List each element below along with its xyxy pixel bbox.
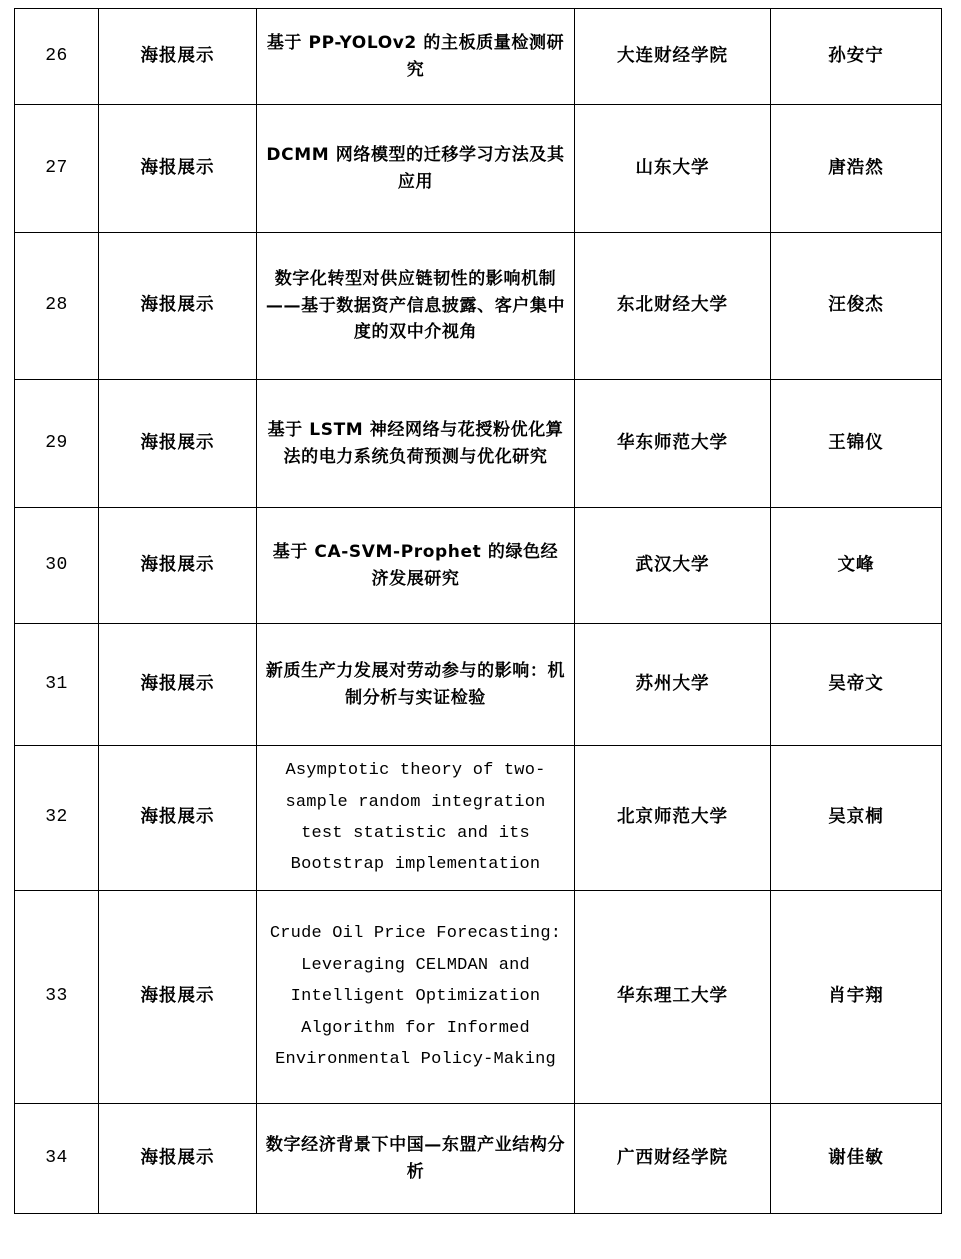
cell-author: 唐浩然 (771, 105, 942, 233)
cell-org: 广西财经学院 (575, 1104, 771, 1214)
cell-type: 海报展示 (99, 891, 257, 1104)
cell-org: 山东大学 (575, 105, 771, 233)
cell-author: 肖宇翔 (771, 891, 942, 1104)
cell-org: 华东理工大学 (575, 891, 771, 1104)
cell-type: 海报展示 (99, 105, 257, 233)
table-row (15, 9, 942, 105)
cell-org: 东北财经大学 (575, 233, 771, 380)
cell-type: 海报展示 (99, 746, 257, 891)
cell-type: 海报展示 (99, 9, 257, 105)
cell-index: 28 (15, 233, 99, 380)
cell-index: 34 (15, 1104, 99, 1214)
cell-title: Asymptotic theory of two-sample random integration test statistic and its Bootstrap implementation (257, 746, 575, 891)
cell-title: 数字经济背景下中国—东盟产业结构分析 (257, 1104, 575, 1214)
cell-type: 海报展示 (99, 380, 257, 508)
cell-title: 数字化转型对供应链韧性的影响机制——基于数据资产信息披露、客户集中度的双中介视角 (257, 233, 575, 380)
cell-org: 武汉大学 (575, 508, 771, 624)
cell-author: 吴京桐 (771, 746, 942, 891)
table-body (15, 9, 942, 1214)
submission-table (14, 8, 942, 1214)
cell-title: 基于 LSTM 神经网络与花授粉优化算法的电力系统负荷预测与优化研究 (257, 380, 575, 508)
cell-title: 新质生产力发展对劳动参与的影响：机制分析与实证检验 (257, 624, 575, 746)
table-row (15, 233, 942, 380)
cell-title: 基于 PP-YOLOv2 的主板质量检测研究 (257, 9, 575, 105)
cell-index: 33 (15, 891, 99, 1104)
cell-index: 29 (15, 380, 99, 508)
cell-title: DCMM 网络模型的迁移学习方法及其应用 (257, 105, 575, 233)
table-row (15, 891, 942, 1104)
cell-org: 苏州大学 (575, 624, 771, 746)
cell-index: 30 (15, 508, 99, 624)
cell-org: 大连财经学院 (575, 9, 771, 105)
table-row (15, 624, 942, 746)
cell-org: 华东师范大学 (575, 380, 771, 508)
cell-author: 谢佳敏 (771, 1104, 942, 1214)
table-row (15, 508, 942, 624)
cell-index: 26 (15, 9, 99, 105)
cell-org: 北京师范大学 (575, 746, 771, 891)
cell-index: 32 (15, 746, 99, 891)
cell-author: 孙安宁 (771, 9, 942, 105)
cell-index: 27 (15, 105, 99, 233)
cell-title: Crude Oil Price Forecasting: Leveraging CELMDAN and Intelligent Optimization Algorithm for Informed Environmental Policy-Making (257, 891, 575, 1104)
table-row (15, 380, 942, 508)
table-row (15, 1104, 942, 1214)
cell-author: 吴帝文 (771, 624, 942, 746)
cell-author: 文峰 (771, 508, 942, 624)
cell-author: 王锦仪 (771, 380, 942, 508)
cell-type: 海报展示 (99, 508, 257, 624)
cell-type: 海报展示 (99, 624, 257, 746)
table-row (15, 746, 942, 891)
cell-author: 汪俊杰 (771, 233, 942, 380)
cell-type: 海报展示 (99, 233, 257, 380)
cell-type: 海报展示 (99, 1104, 257, 1214)
document-page (0, 8, 961, 1259)
table-row (15, 105, 942, 233)
cell-index: 31 (15, 624, 99, 746)
cell-title: 基于 CA-SVM-Prophet 的绿色经济发展研究 (257, 508, 575, 624)
